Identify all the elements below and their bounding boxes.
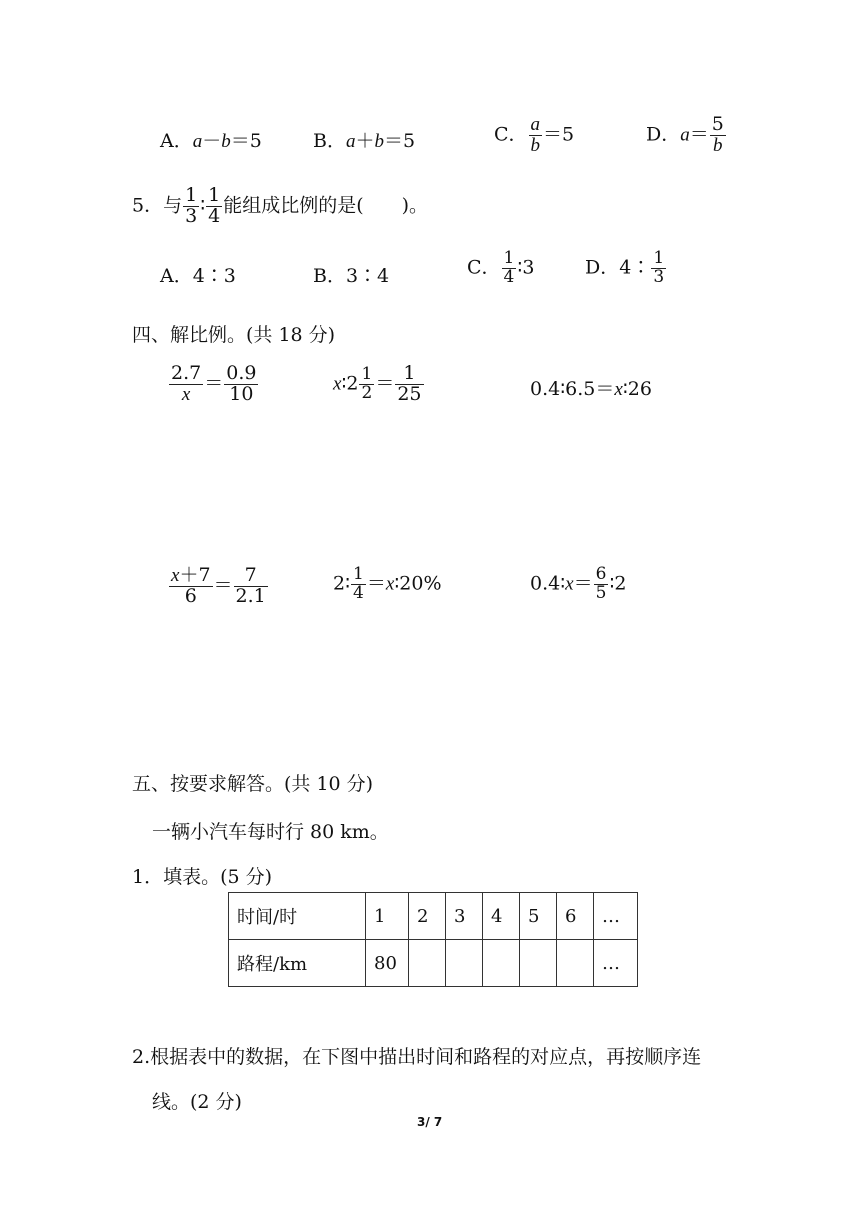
section-5-heading: 五、按要求解答。(共 10 分)	[132, 773, 374, 795]
equation-1: $\frac{2.7}{x}$ ＝ $\frac{0.9}{10}$	[171, 362, 257, 405]
table-cell: 5	[520, 893, 557, 940]
sub-question-2-line-2: 线。(2 分)	[152, 1091, 242, 1113]
problem-intro: 一辆小汽车每时行 80 km。	[152, 821, 389, 843]
table-cell: 1	[366, 893, 409, 940]
q5-option-a: A．4∶3	[160, 265, 236, 287]
equation-4: $\frac{x+7}{6}$ ＝ $\frac{7}{2.1}$	[171, 564, 266, 607]
table-cell: 6	[557, 893, 594, 940]
table-cell: 4	[483, 893, 520, 940]
equation-5: 2∶ $\frac{1}{4}$ ＝x∶20%	[333, 564, 442, 603]
q4-option-c: C． $\frac{a}{b}$ ＝5	[494, 114, 575, 156]
table-row	[229, 940, 638, 987]
page-number: 3/ 7	[417, 1115, 443, 1129]
equation-2: x∶2 $\frac{1}{2}$ ＝ $\frac{1}{25}$	[333, 362, 422, 405]
question-5: 5．与 $\frac{1}{3}$ ∶ $\frac{1}{4}$ 能组成比例的是( )。	[132, 184, 429, 227]
table-cell: 路程/km	[229, 940, 366, 987]
table-cell: …	[594, 893, 638, 940]
table-cell: …	[594, 940, 638, 987]
table-cell: 80	[366, 940, 409, 987]
table-cell	[557, 940, 594, 987]
q4-option-d: D．a＝ $\frac{5}{b}$	[646, 113, 724, 156]
table-cell	[409, 940, 446, 987]
q4-option-b: B．a＋b＝5	[313, 130, 416, 152]
q5-option-c: C． $\frac{1}{4}$ ∶3	[467, 248, 535, 287]
q5-option-b: B．3∶4	[313, 265, 390, 287]
table-cell: 2	[409, 893, 446, 940]
equation-3: 0.4∶6.5＝x∶26	[530, 378, 652, 400]
table-cell	[483, 940, 520, 987]
table-cell	[520, 940, 557, 987]
table-cell: 时间/时	[229, 893, 366, 940]
q4-option-a: A．a－b＝5	[160, 130, 262, 152]
sub-question-2-line-1: 2.根据表中的数据，在下图中描出时间和路程的对应点，再按顺序连	[132, 1046, 702, 1068]
sub-question-1: 1．填表。(5 分)	[132, 866, 273, 888]
time-distance-table	[228, 892, 638, 987]
section-4-heading: 四、解比例。(共 18 分)	[132, 324, 336, 346]
q5-option-d: D．4∶ $\frac{1}{3}$	[585, 248, 665, 287]
table-cell: 3	[446, 893, 483, 940]
equation-6: 0.4∶x＝ $\frac{6}{5}$ ∶2	[530, 564, 627, 603]
table-row	[229, 893, 638, 940]
table-cell	[446, 940, 483, 987]
